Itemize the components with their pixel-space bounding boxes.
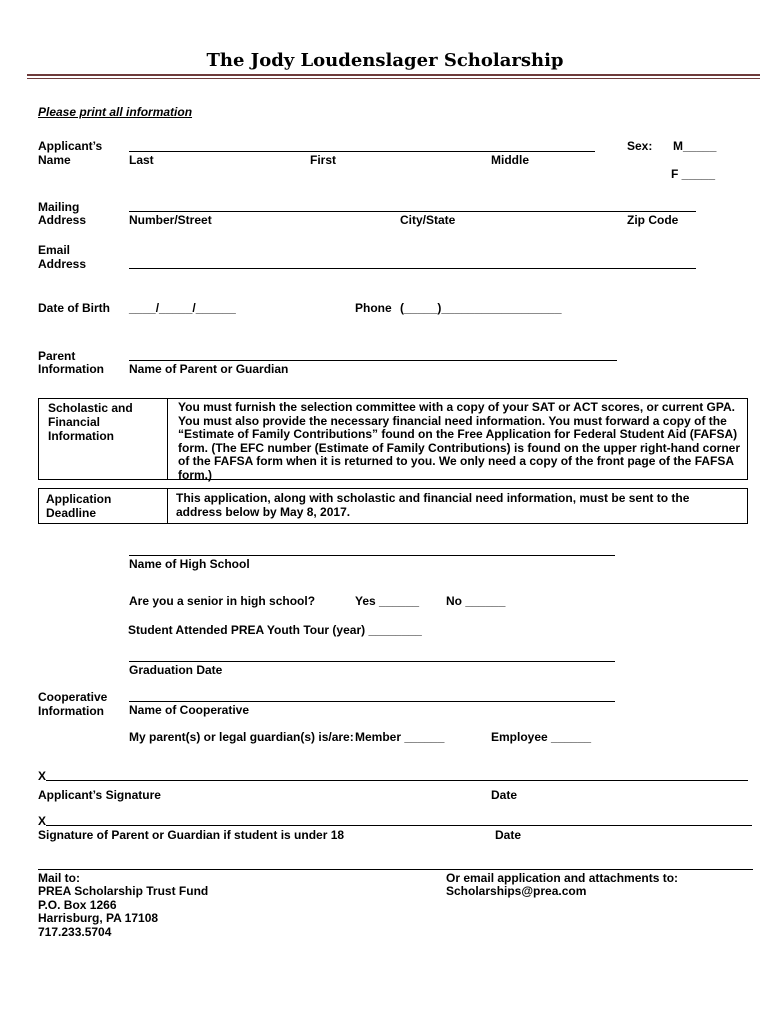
deadline-text: This application, along with scholastic and financial need information, must be sent to the address below by May 8, 2017. bbox=[176, 491, 690, 519]
mail-address-line-1: PREA Scholarship Trust Fund bbox=[38, 884, 209, 898]
email-label-2: Address bbox=[38, 257, 87, 271]
phone-field[interactable]: (_____)__________________ bbox=[400, 301, 562, 315]
sex-f-field[interactable]: F _____ bbox=[671, 167, 716, 181]
scholastic-label-1: Scholastic and bbox=[48, 401, 133, 415]
mailing-label-1: Mailing bbox=[38, 200, 80, 214]
print-instruction: Please print all information bbox=[38, 105, 193, 119]
high-school-caption: Name of High School bbox=[129, 557, 250, 571]
scholastic-label-3: Information bbox=[48, 429, 114, 443]
last-name-caption: Last bbox=[129, 153, 154, 167]
high-school-line[interactable] bbox=[129, 555, 615, 556]
parent-label-1: Parent bbox=[38, 349, 76, 363]
mail-address-line-2: P.O. Box 1266 bbox=[38, 898, 117, 912]
title-rule bbox=[27, 74, 760, 76]
email-label-1: Email bbox=[38, 243, 71, 257]
parent-name-caption: Name of Parent or Guardian bbox=[129, 362, 289, 376]
deadline-label-2: Deadline bbox=[46, 506, 97, 520]
applicant-signature-x: X bbox=[38, 769, 47, 783]
senior-question: Are you a senior in high school? bbox=[129, 594, 316, 608]
deadline-divider bbox=[167, 488, 168, 524]
prea-youth-tour-field[interactable]: Student Attended PREA Youth Tour (year) ________ bbox=[128, 623, 422, 637]
scholastic-label-2: Financial bbox=[48, 415, 101, 429]
zip-caption: Zip Code bbox=[627, 213, 679, 227]
parent-signature-x: X bbox=[38, 814, 47, 828]
parent-signature-caption: Signature of Parent or Guardian if student is under 18 bbox=[38, 828, 345, 842]
middle-name-caption: Middle bbox=[491, 153, 529, 167]
phone-label: Phone bbox=[355, 301, 392, 315]
graduation-date-line[interactable] bbox=[129, 661, 615, 662]
scholastic-divider bbox=[167, 398, 168, 480]
graduation-date-caption: Graduation Date bbox=[129, 663, 223, 677]
mail-phone: 717.233.5704 bbox=[38, 925, 112, 939]
applicant-label-2: Name bbox=[38, 153, 71, 167]
title-rule-thin bbox=[27, 78, 760, 79]
member-field[interactable]: Member ______ bbox=[355, 730, 445, 744]
deadline-label-1: Application bbox=[46, 492, 112, 506]
senior-yes-field[interactable]: Yes ______ bbox=[355, 594, 420, 608]
applicant-date-caption: Date bbox=[491, 788, 518, 802]
page-title: The Jody Loudenslager Scholarship bbox=[206, 50, 564, 71]
sex-label: Sex: bbox=[627, 139, 653, 153]
cooperative-name-line[interactable] bbox=[129, 701, 615, 702]
applicant-signature-line[interactable] bbox=[46, 780, 748, 781]
email-address-line[interactable] bbox=[129, 268, 696, 269]
cooperative-name-caption: Name of Cooperative bbox=[129, 703, 250, 717]
scholarship-email[interactable]: Scholarships@prea.com bbox=[446, 884, 587, 898]
footer-divider bbox=[38, 869, 753, 870]
parent-name-line[interactable] bbox=[129, 360, 617, 361]
mailing-label-2: Address bbox=[38, 213, 87, 227]
dob-field[interactable]: ____/_____/______ bbox=[129, 301, 236, 315]
email-instruction: Or email application and attachments to: bbox=[446, 871, 679, 885]
parents-are-label: My parent(s) or legal guardian(s) is/are: bbox=[129, 730, 354, 744]
street-caption: Number/Street bbox=[129, 213, 212, 227]
city-state-caption: City/State bbox=[400, 213, 456, 227]
dob-label: Date of Birth bbox=[38, 301, 110, 315]
parent-date-caption: Date bbox=[495, 828, 522, 842]
employee-field[interactable]: Employee ______ bbox=[491, 730, 592, 744]
mailing-address-line[interactable] bbox=[129, 211, 696, 212]
parent-label-2: Information bbox=[38, 362, 104, 376]
cooperative-label-1: Cooperative bbox=[38, 690, 108, 704]
mail-address-line-3: Harrisburg, PA 17108 bbox=[38, 911, 159, 925]
first-name-caption: First bbox=[310, 153, 337, 167]
mail-to-label: Mail to: bbox=[38, 871, 80, 885]
applicant-name-line[interactable] bbox=[129, 151, 595, 152]
scholastic-text: You must furnish the selection committee with a copy of your SAT or ACT scores, or current GPA. You must also provide the necessary financial need information. You must forward a copy of the “Estimate of Family Contributions” found on the Free Application for Federal Student Aid (FAFSA) form. (The EFC number (Estimate of Family Contributions) is found on the upper right-hand corner of the FAFSA form when it is returned to you. We only need a copy of the front page of the FAFSA form.) bbox=[178, 400, 741, 482]
senior-no-field[interactable]: No ______ bbox=[446, 594, 506, 608]
cooperative-label-2: Information bbox=[38, 704, 104, 718]
applicant-signature-caption: Applicant’s Signature bbox=[38, 788, 161, 802]
applicant-label-1: Applicant’s bbox=[38, 139, 103, 153]
parent-signature-line[interactable] bbox=[46, 825, 752, 826]
sex-m-field[interactable]: M_____ bbox=[673, 139, 717, 153]
